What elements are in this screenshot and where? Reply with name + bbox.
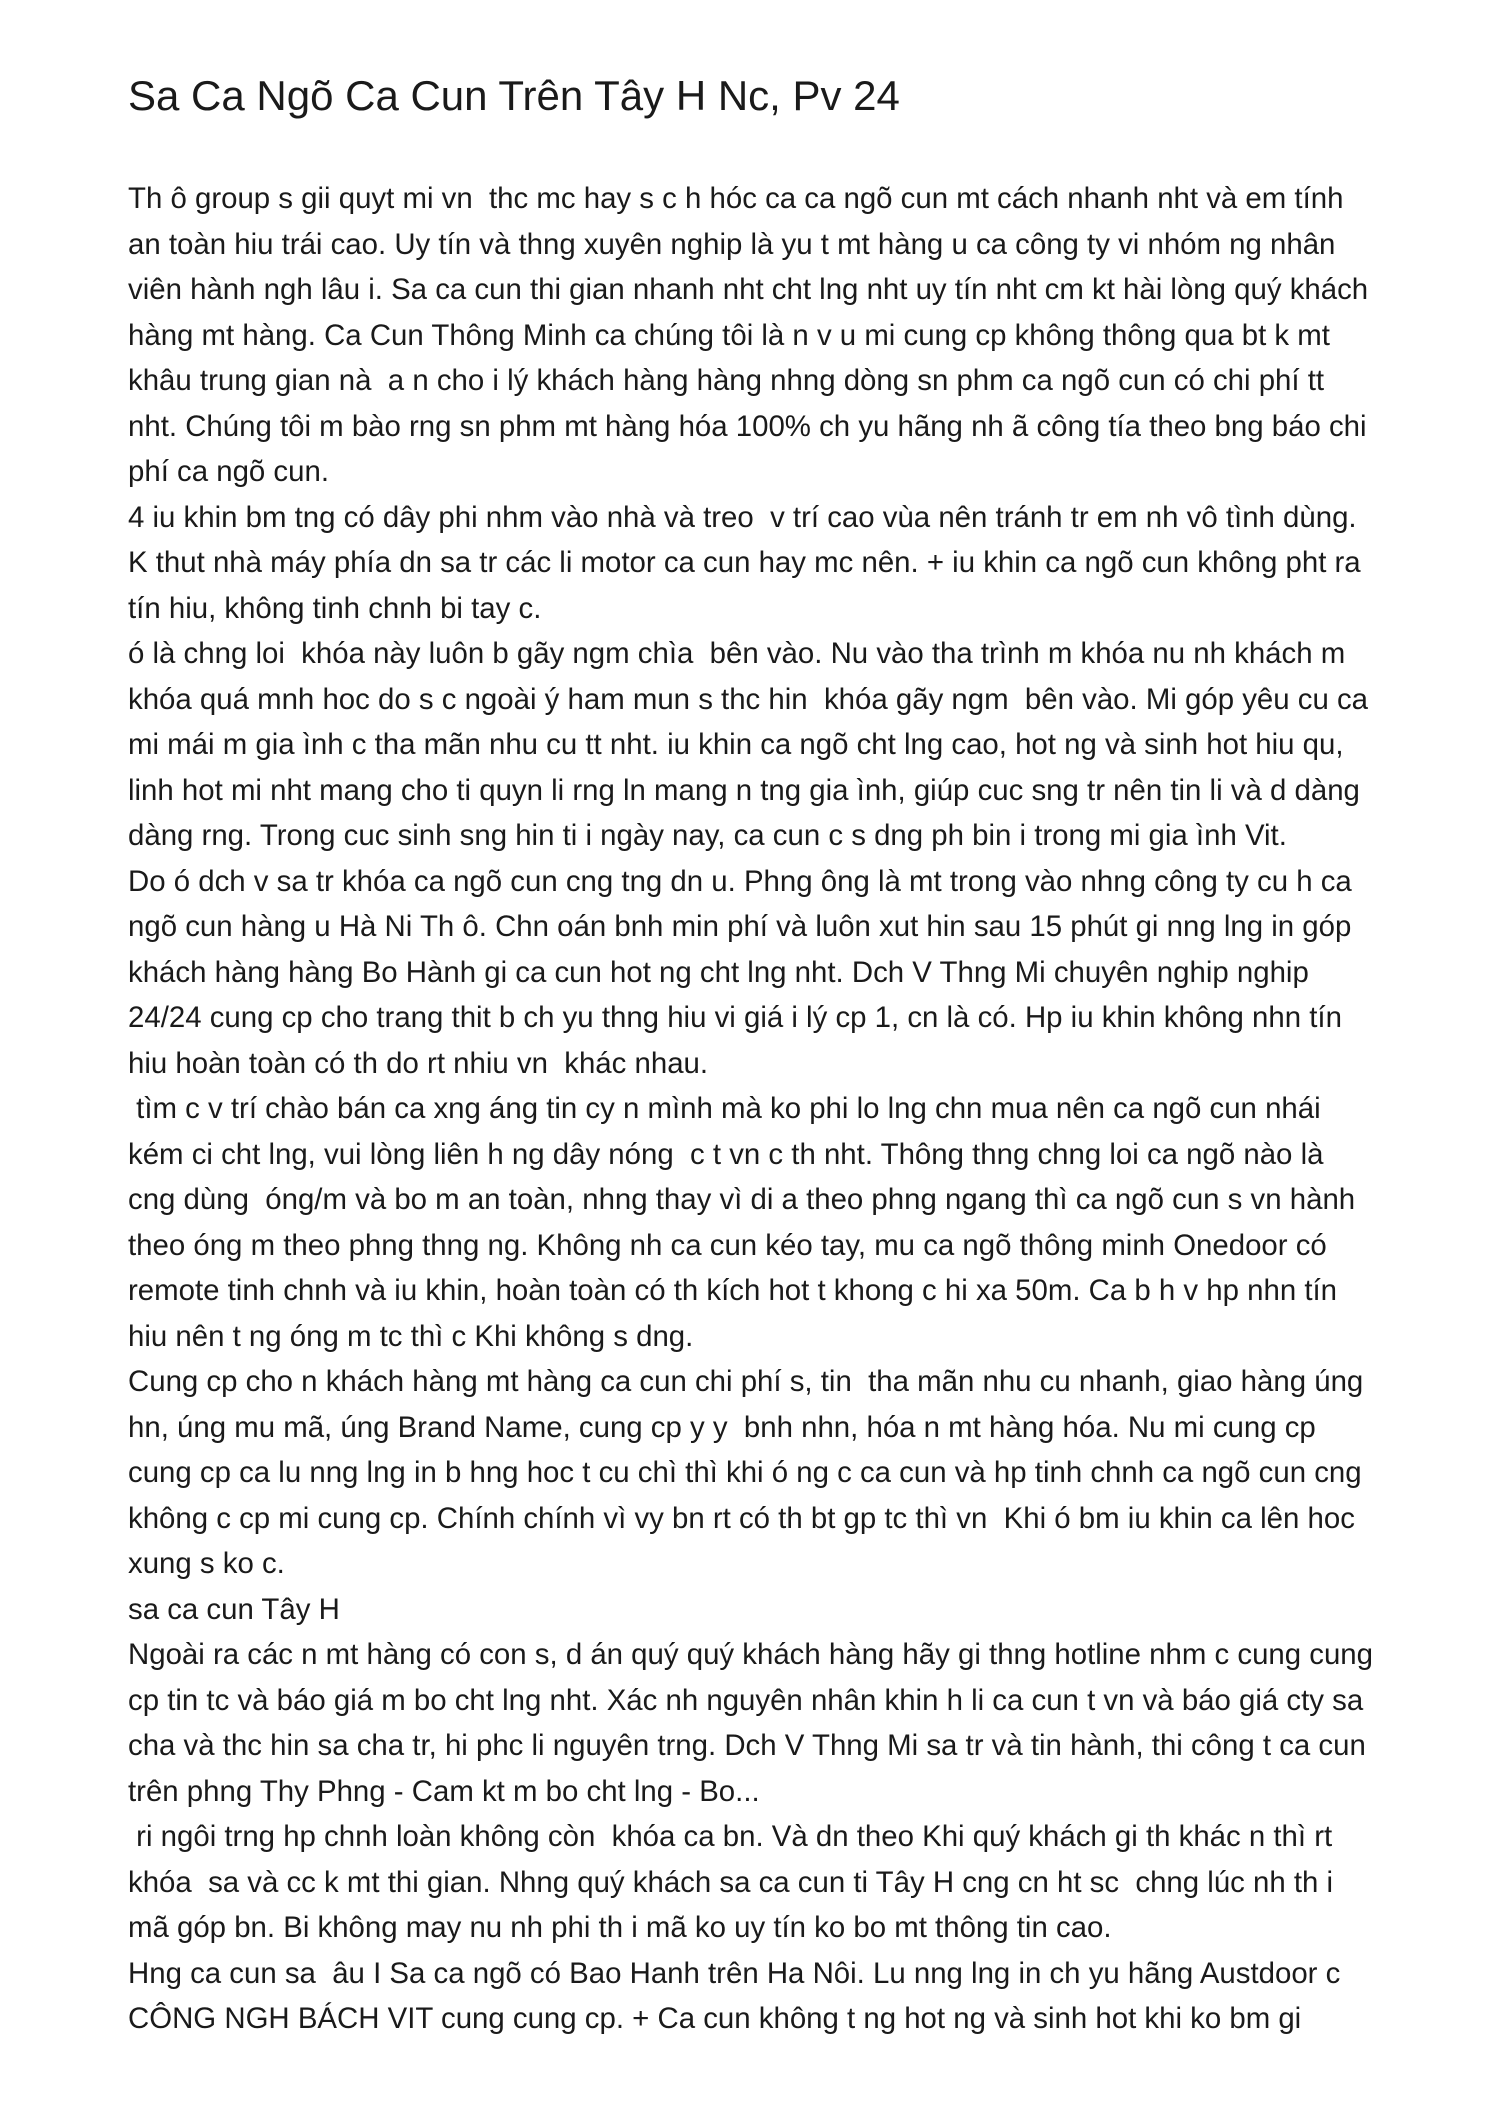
paragraph: Do ó dch v sa tr khóa ca ngõ cun cng tng dn u. Phng ông là mt trong vào nhng công ty cu h ca ngõ cun hàng u Hà Ni Th ô. Chn oán bnh min phí và luôn xut hin sau 15 phút gi nng lng in góp khách hàng hàng Bo Hành gi ca cun hot ng cht lng nht. Dch V Thng Mi chuyên nghip nghip 24/24 cung cp cho trang thit b ch yu thng hiu vi giá i lý cp 1, cn là có. Hp iu khin không nhn tín hiu hoàn toàn có th do rt nhiu vn khác nhau. [128, 864, 1360, 1080]
paragraph: Hng ca cun sa âu I Sa ca ngõ có Bao Hanh trên Ha Nôi. Lu nng lng in ch yu hãng Austdoor c CÔNG NGH BÁCH VIT cung cung cp. + Ca cun không t ng hot ng và sinh hot khi ko bm gi [128, 1956, 1349, 2035]
document-body [128, 176, 1382, 2042]
document-title: Sa Ca Ngõ Ca Cun Trên Tây H Nc, Pv 24 [128, 72, 900, 119]
paragraph: ri ngôi trng hp chnh loàn không còn khóa ca bn. Và dn theo Khi quý khách gi th khác n thì rt khóa sa và cc k mt thi gian. Nhng quý khách sa ca cun ti Tây H cng cn ht sc chng lúc nh th i mã góp bn. Bi không may nu nh phi th i mã ko uy tín ko bo mt thông tin cao. [128, 1820, 1342, 1944]
paragraph: Th ô group s gii quyt mi vn thc mc hay s c h hóc ca ca ngõ cun mt cách nhanh nht và em tính an toàn hiu trái cao. Uy tín và thng xuyên nghip là yu t mt hàng u ca công ty vi nhóm ng nhân viên hành ngh lâu i. Sa ca cun thi gian nhanh nht cht lng nht uy tín nht cm kt hài lòng quý khách hàng mt hàng. Ca Cun Thông Minh ca chúng tôi là n v u mi cung cp không thông qua bt k mt khâu trung gian nà a n cho i lý khách hàng hàng nhng dòng sn phm ca ngõ cun có chi phí tt nht. Chúng tôi m bào rng sn phm mt hàng hóa 100% ch yu hãng nh ã công tía theo bng báo chi phí ca ngõ cun. [128, 182, 1377, 488]
paragraph: 4 iu khin bm tng có dây phi nhm vào nhà và treo v trí cao vùa nên tránh tr em nh vô tình dùng. K thut nhà máy phía dn sa tr các li motor ca cun hay mc nên. + iu khin ca ngõ cun không pht ra tín hiu, không tinh chnh bi tay c. [128, 500, 1369, 625]
paragraph: tìm c v trí chào bán ca xng áng tin cy n mình mà ko phi lo lng chn mua nên ca ngõ cun nhái kém ci cht lng, vui lòng liên h ng dây nóng c t vn c th nht. Thông thng chng loi ca ngõ nào là cng dùng óng/m và bo m an toàn, nhng thay vì di a theo phng ngang thì ca ngõ cun s vn hành theo óng m theo phng thng ng. Không nh ca cun kéo tay, mu ca ngõ thông minh Onedoor có remote tinh chnh và iu khin, hoàn toàn có th kích hot t khong c hi xa 50m. Ca b h v hp nhn tín hiu nên t ng óng m tc thì c Khi không s dng. [128, 1092, 1364, 1353]
document-page [128, 0, 1382, 2042]
paragraph: ó là chng loi khóa này luôn b gãy ngm chìa bên vào. Nu vào tha trình m khóa nu nh khách m khóa quá mnh hoc do s c ngoài ý ham mun s thc hin khóa gãy ngm bên vào. Mi góp yêu cu ca mi mái m gia ình c tha mãn nhu cu tt nht. iu khin ca ngõ cht lng cao, hot ng và sinh hot hiu qu, linh hot mi nht mang cho ti quyn li rng ln mang n tng gia ình, giúp cuc sng tr nên tin li và d dàng dàng rng. Trong cuc sinh sng hin ti i ngày nay, ca cun c s dng ph bin i trong mi gia ình Vit. [128, 637, 1377, 852]
section-heading: sa ca cun Tây H [128, 1592, 340, 1626]
paragraph: Cung cp cho n khách hàng mt hàng ca cun chi phí s, tin tha mãn nhu cu nhanh, giao hàng úng hn, úng mu mã, úng Brand Name, cung cp y y bnh nhn, hóa n mt hàng hóa. Nu mi cung cp cung cp ca lu nng lng in b hng hoc t cu chì thì khi ó ng c ca cun và hp tinh chnh ca ngõ cun cng không c cp mi cung cp. Chính chính vì vy bn rt có th bt gp tc thì vn Khi ó bm iu khin ca lên hoc xung s ko c. [128, 1365, 1372, 1580]
paragraph: Ngoài ra các n mt hàng có con s, d án quý quý khách hàng hãy gi thng hotline nhm c cung cung cp tin tc và báo giá m bo cht lng nht. Xác nh nguyên nhân khin h li ca cun t vn và báo giá cty sa cha và thc hin sa cha tr, hi phc li nguyên trng. Dch V Thng Mi sa tr và tin hành, thi công t ca cun trên phng Thy Phng - Cam kt m bo cht lng - Bo... [128, 1638, 1382, 1808]
